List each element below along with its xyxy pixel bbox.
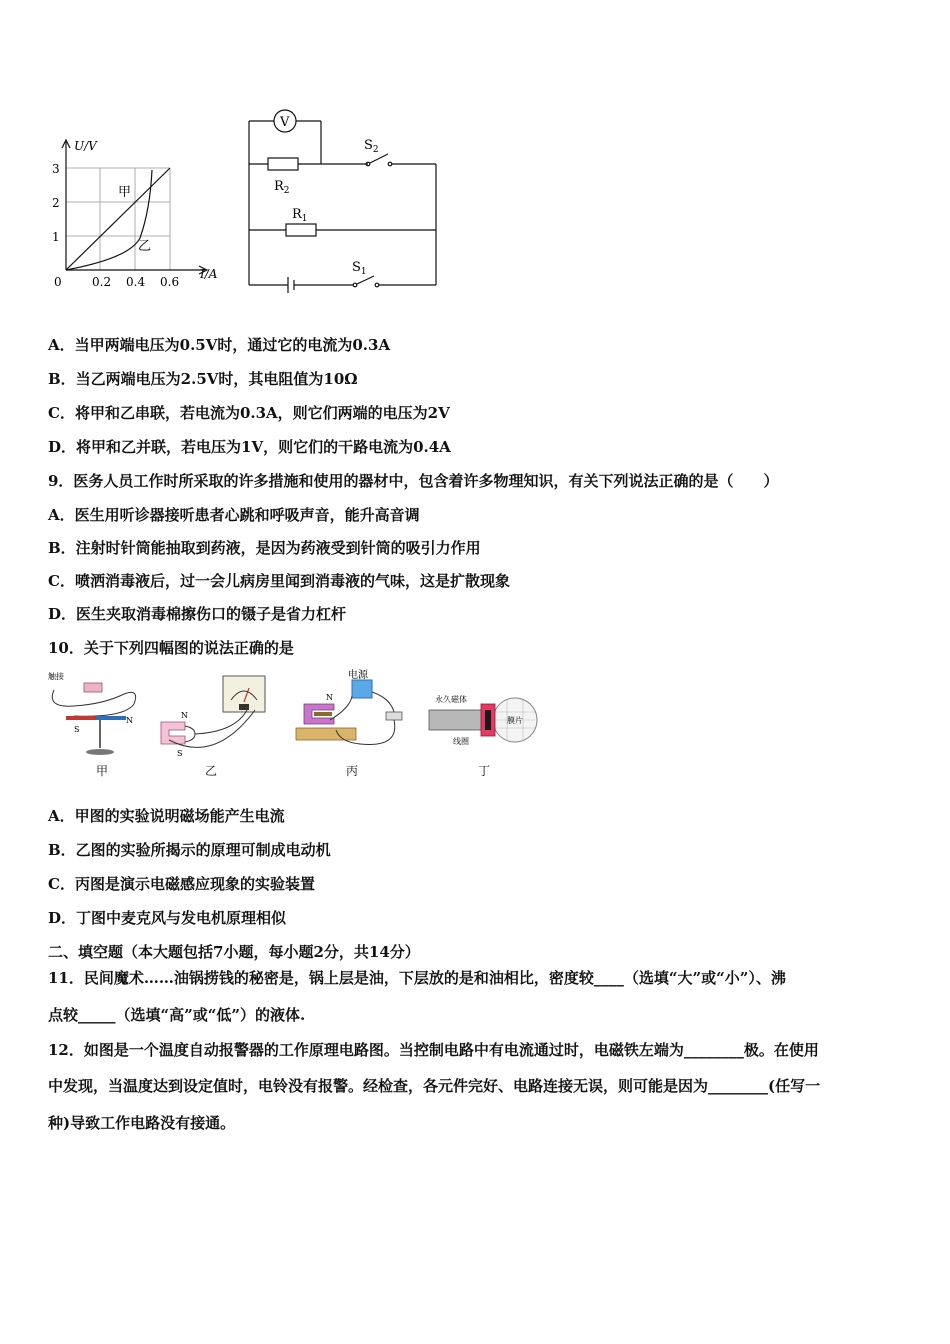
u-i-graph — [40, 130, 240, 295]
figure-ding — [425, 688, 545, 764]
x-axis-label: I/A — [200, 267, 218, 281]
bing-n-label: N — [326, 693, 333, 702]
x-tick-0: 0 — [54, 275, 62, 289]
q8-option-b: B．当乙两端电压为2.5V时，其电阻值为10Ω — [48, 370, 358, 388]
figure-ding-caption: 丁 — [478, 764, 491, 778]
q8-option-c: C．将甲和乙串联，若电流为0.3A，则它们两端的电压为2V — [48, 404, 450, 422]
q10-stem: 10．关于下列四幅图的说法正确的是 — [48, 639, 294, 657]
q9-option-c: C．喷洒消毒液后，过一会儿病房里闻到消毒液的气味，这是扩散现象 — [48, 572, 510, 590]
q10-option-a: A．甲图的实验说明磁场能产生电流 — [48, 807, 285, 825]
yi-s-label: S — [177, 749, 183, 758]
power-label: 电源 — [348, 670, 368, 681]
q9-option-d: D．医生夹取消毒棉擦伤口的镊子是省力杠杆 — [48, 605, 347, 623]
q8-option-a: A．当甲两端电压为0.5V时，通过它的电流为0.3A — [48, 336, 391, 354]
y-tick-2: 2 — [52, 196, 60, 210]
q12-line-2: 中发现，当温度达到设定值时，电铃没有报警。经检查，各元件完好、电路连接无误，则可能是因为________(任写一 — [48, 1077, 821, 1095]
s2-label: $S_2$ — [364, 138, 379, 155]
circuit-diagram — [240, 100, 450, 295]
magnet-label: 永久磁体 — [435, 695, 467, 704]
curve-yi-label: 乙 — [138, 239, 152, 254]
q12-line-1: 12．如图是一个温度自动报警器的工作原理电路图。当控制电路中有电流通过时，电磁铁左端为________极。在使用 — [48, 1041, 819, 1059]
q12-line-3: 种)导致工作电路没有接通。 — [48, 1114, 236, 1132]
x-tick-0.2: 0.2 — [92, 275, 112, 289]
figure-jia-caption: 甲 — [96, 764, 109, 778]
q10-option-d: D．丁图中麦克风与发电机原理相似 — [48, 909, 287, 927]
s1-label: $S_1$ — [352, 260, 367, 277]
voltmeter-label: V — [280, 115, 290, 130]
q10-option-c: C．丙图是演示电磁感应现象的实验装置 — [48, 875, 315, 893]
q9-option-a: A．医生用听诊器接听患者心跳和呼吸声音，能升高音调 — [48, 506, 420, 524]
figure-bing-caption: 丙 — [346, 764, 359, 778]
y-axis-label: U/V — [74, 139, 97, 153]
figure-jia — [44, 668, 144, 764]
jia-s-label: S — [74, 725, 80, 734]
diaphragm-label: 膜片 — [507, 716, 523, 725]
curve-jia-label: 甲 — [118, 185, 132, 200]
y-tick-1: 1 — [52, 230, 60, 244]
jia-n-label: N — [126, 716, 133, 725]
r2-label: $R_2$ — [274, 179, 290, 196]
q11-line-2: 点较_____（选填“高”或“低”）的液体. — [48, 1006, 306, 1024]
touch-label: 触接 — [48, 672, 64, 681]
q11-line-1: 11．民间魔术……油锅捞钱的秘密是，锅上层是油，下层放的是和油相比，密度较____（选填“大”或“小”）、沸 — [48, 969, 786, 987]
q9-option-b: B．注射时针筒能抽取到药液，是因为药液受到针筒的吸引力作用 — [48, 539, 481, 557]
curve-yi-line — [66, 170, 152, 270]
coil-label: 线圈 — [453, 737, 469, 746]
figure-yi-caption: 乙 — [205, 764, 218, 778]
section-2-heading: 二、填空题（本大题包括7小题，每小题2分，共14分） — [48, 943, 420, 961]
yi-n-label: N — [181, 711, 188, 720]
r1-label: $R_1$ — [292, 207, 308, 224]
figure-bing — [290, 668, 420, 764]
q8-option-d: D．将甲和乙并联，若电压为1V，则它们的干路电流为0.4A — [48, 438, 451, 456]
y-tick-3: 3 — [52, 162, 60, 176]
x-tick-0.4: 0.4 — [126, 275, 146, 289]
x-tick-0.6: 0.6 — [160, 275, 180, 289]
figure-yi — [155, 672, 275, 764]
q10-option-b: B．乙图的实验所揭示的原理可制成电动机 — [48, 841, 331, 859]
q9-stem: 9．医务人员工作时所采取的许多措施和使用的器材中，包含着许多物理知识，有关下列说法正确的是（ ） — [48, 472, 779, 490]
